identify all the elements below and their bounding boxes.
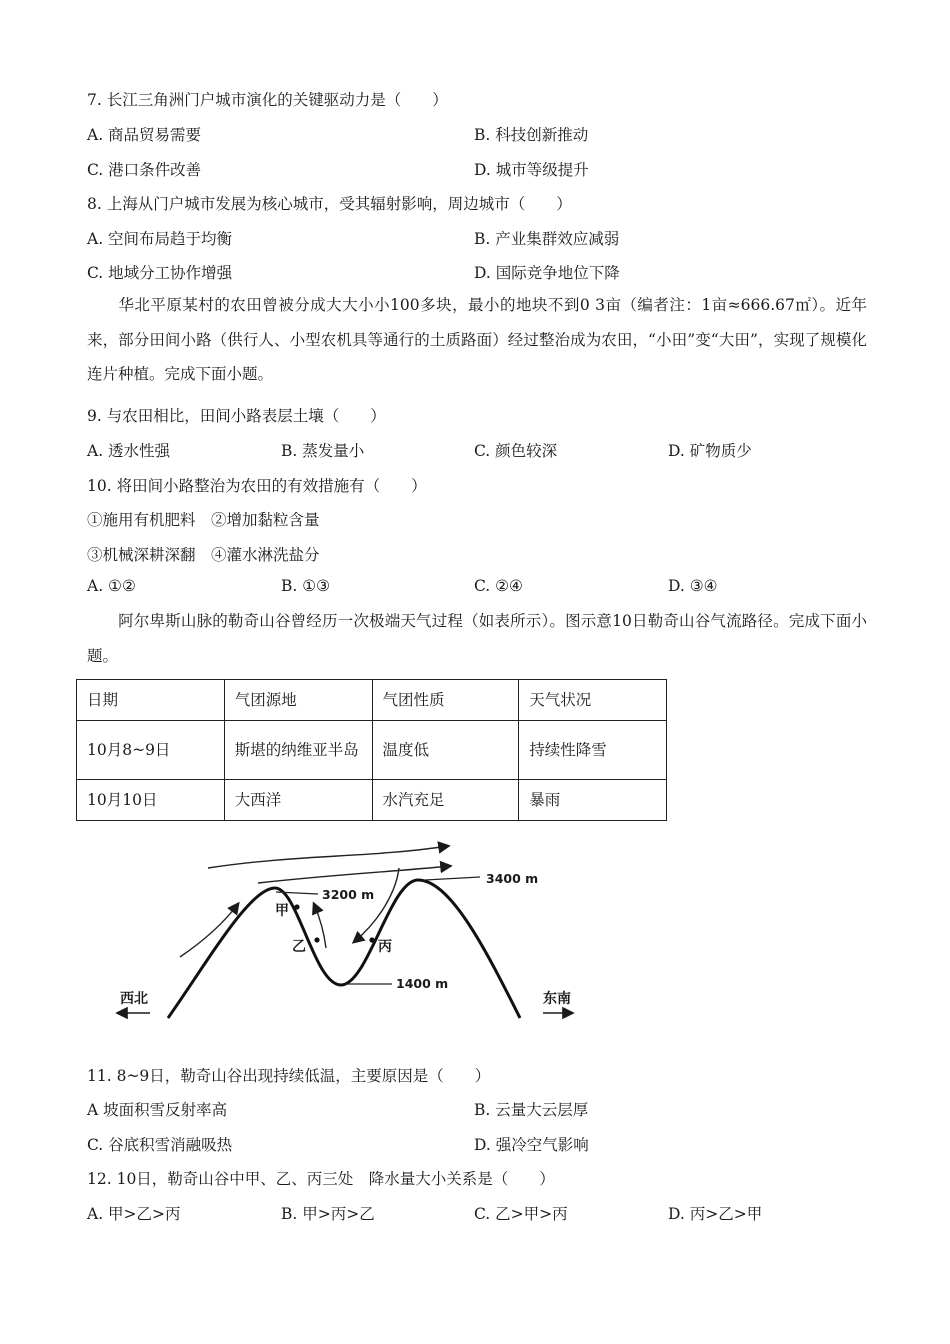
table-cell: 10月8~9日 — [77, 721, 225, 780]
q11-option-b: B. 云量大云层厚 — [474, 1101, 589, 1119]
q10-items-2: ③机械深耕深翻 ④灌水淋洗盐分 — [87, 546, 320, 564]
q8-option-c: C. 地域分工协作增强 — [87, 264, 233, 282]
point-bing-marker — [369, 937, 374, 942]
table-cell: 10月10日 — [77, 780, 225, 821]
table-header-cell: 天气状况 — [519, 680, 667, 721]
q10-option-c: C. ②④ — [474, 577, 523, 595]
q7-option-c: C. 港口条件改善 — [87, 161, 202, 179]
table-header-cell: 日期 — [77, 680, 225, 721]
q10-option-d: D. ③④ — [668, 577, 718, 595]
q7-stem: 7. 长江三角洲门户城市演化的关键驱动力是（ ） — [87, 91, 448, 109]
q9-option-c: C. 颜色较深 — [474, 442, 558, 460]
q8-option-b: B. 产业集群效应减弱 — [474, 230, 620, 248]
table-cell: 温度低 — [372, 721, 519, 780]
q9-option-a: A. 透水性强 — [87, 442, 171, 460]
table-cell: 暴雨 — [519, 780, 667, 821]
q9-stem: 9. 与农田相比，田间小路表层土壤（ ） — [87, 407, 386, 425]
table-cell: 持续性降雪 — [519, 721, 667, 780]
table-header-cell: 气团性质 — [372, 680, 519, 721]
passage-alps — [87, 604, 867, 673]
passage-alps-text: 阿尔卑斯山脉的勒奇山谷曾经历一次极端天气过程（如表所示）。图示意10日勒奇山谷气流路径。完成下面小题。 — [87, 612, 867, 665]
point-jia-marker — [294, 904, 299, 909]
q11-option-c: C. 谷底积雪消融吸热 — [87, 1136, 233, 1154]
q10-stem: 10. 将田间小路整治为农田的有效措施有（ ） — [87, 477, 427, 495]
passage-farmland — [87, 288, 867, 392]
label-yi: 乙 — [292, 939, 306, 955]
direction-southeast: 东南 — [543, 991, 571, 1007]
passage-farmland-text: 华北平原某村的农田曾被分成大大小小100多块，最小的地块不到0 3亩（编者注：1亩≈666.67㎡）。近年来，部分田间小路（供行人、小型农机具等通行的土质路面）经过整治成为农田，“小田”变“大田”，实现了规模化连片种植。完成下面小题。 — [87, 296, 867, 383]
point-yi-marker — [314, 937, 319, 942]
q8-stem: 8. 上海从门户城市发展为核心城市，受其辐射影响，周边城市（ ） — [87, 195, 572, 213]
label-3400-leader — [425, 877, 480, 880]
valley-airflow-diagram — [100, 830, 590, 1025]
q12-option-a: A. 甲>乙>丙 — [87, 1205, 181, 1223]
q7-option-b: B. 科技创新推动 — [474, 126, 589, 144]
q12-stem: 12. 10日，勒奇山谷中甲、乙、丙三处 降水量大小关系是（ ） — [87, 1170, 555, 1188]
q10-option-a: A. ①② — [87, 577, 136, 595]
q12-option-c: C. 乙>甲>丙 — [474, 1205, 568, 1223]
q8-option-d: D. 国际竞争地位下降 — [474, 264, 620, 282]
q7-option-d: D. 城市等级提升 — [474, 161, 589, 179]
q12-option-b: B. 甲>丙>乙 — [281, 1205, 375, 1223]
q10-option-b: B. ①③ — [281, 577, 331, 595]
direction-northwest: 西北 — [120, 991, 148, 1007]
q11-option-a: A 坡面积雪反射率高 — [87, 1101, 228, 1119]
table-cell: 大西洋 — [224, 780, 372, 821]
q11-option-d: D. 强冷空气影响 — [474, 1136, 589, 1154]
q9-option-d: D. 矿物质少 — [668, 442, 752, 460]
label-1400: 1400 m — [396, 976, 449, 991]
table-header-row — [77, 680, 667, 721]
q8-option-a: A. 空间布局趋于均衡 — [87, 230, 233, 248]
label-3200: 3200 m — [322, 887, 375, 902]
q11-stem: 11. 8~9日，勒奇山谷出现持续低温，主要原因是（ ） — [87, 1067, 491, 1085]
upper-airflow-arrow — [208, 846, 448, 868]
table-cell: 斯堪的纳维亚半岛 — [224, 721, 372, 780]
q10-items-1: ①施用有机肥料 ②增加黏粒含量 — [87, 511, 320, 529]
table-row — [77, 721, 667, 780]
table-cell: 水汽充足 — [372, 780, 519, 821]
label-jia: 甲 — [275, 903, 289, 919]
label-3400: 3400 m — [486, 871, 539, 886]
weather-table — [76, 679, 667, 821]
q9-option-b: B. 蒸发量小 — [281, 442, 365, 460]
label-bing: 丙 — [378, 939, 392, 955]
table-row — [77, 780, 667, 821]
table-header-cell: 气团源地 — [224, 680, 372, 721]
q7-option-a: A. 商品贸易需要 — [87, 126, 202, 144]
q12-option-d: D. 丙>乙>甲 — [668, 1205, 763, 1223]
